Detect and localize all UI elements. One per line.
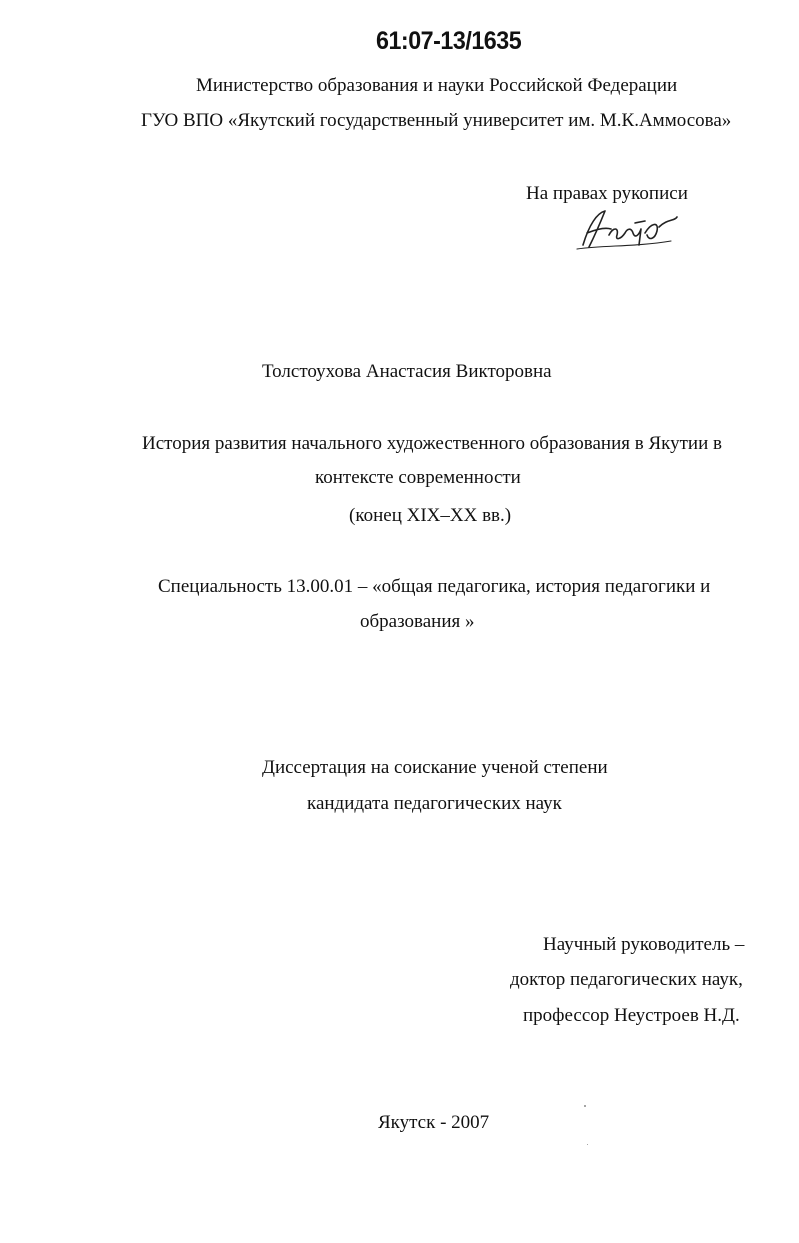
- author-name: Толстоухова Анастасия Викторовна: [262, 361, 552, 382]
- supervisor-line-2: доктор педагогических наук,: [510, 969, 743, 990]
- specialty-line-2: образования »: [360, 611, 475, 632]
- supervisor-line-1: Научный руководитель –: [543, 934, 745, 955]
- signature: [575, 205, 685, 253]
- specialty-line-1: Специальность 13.00.01 – «общая педагогика, история педагогики и: [158, 576, 711, 597]
- manuscript-rights: На правах рукописи: [526, 183, 688, 204]
- supervisor-line-3: профессор Неустроев Н.Д.: [523, 1005, 740, 1026]
- archive-stamp: 61:07-13/1635: [376, 27, 522, 55]
- scan-speck: [584, 1105, 586, 1107]
- place-year: Якутск - 2007: [378, 1112, 490, 1133]
- title-line-3: (конец XIX–XX вв.): [349, 505, 512, 526]
- degree-line-2: кандидата педагогических наук: [307, 793, 562, 814]
- title-line-1: История развития начального художественного образования в Якутии в: [142, 433, 722, 454]
- title-line-2: контексте современности: [315, 467, 521, 488]
- university-line: ГУО ВПО «Якутский государственный университет им. М.К.Аммосова»: [141, 110, 732, 131]
- ministry-line: Министерство образования и науки Российской Федерации: [196, 75, 678, 96]
- degree-line-1: Диссертация на соискание ученой степени: [262, 757, 608, 778]
- scan-speck: [587, 1144, 588, 1145]
